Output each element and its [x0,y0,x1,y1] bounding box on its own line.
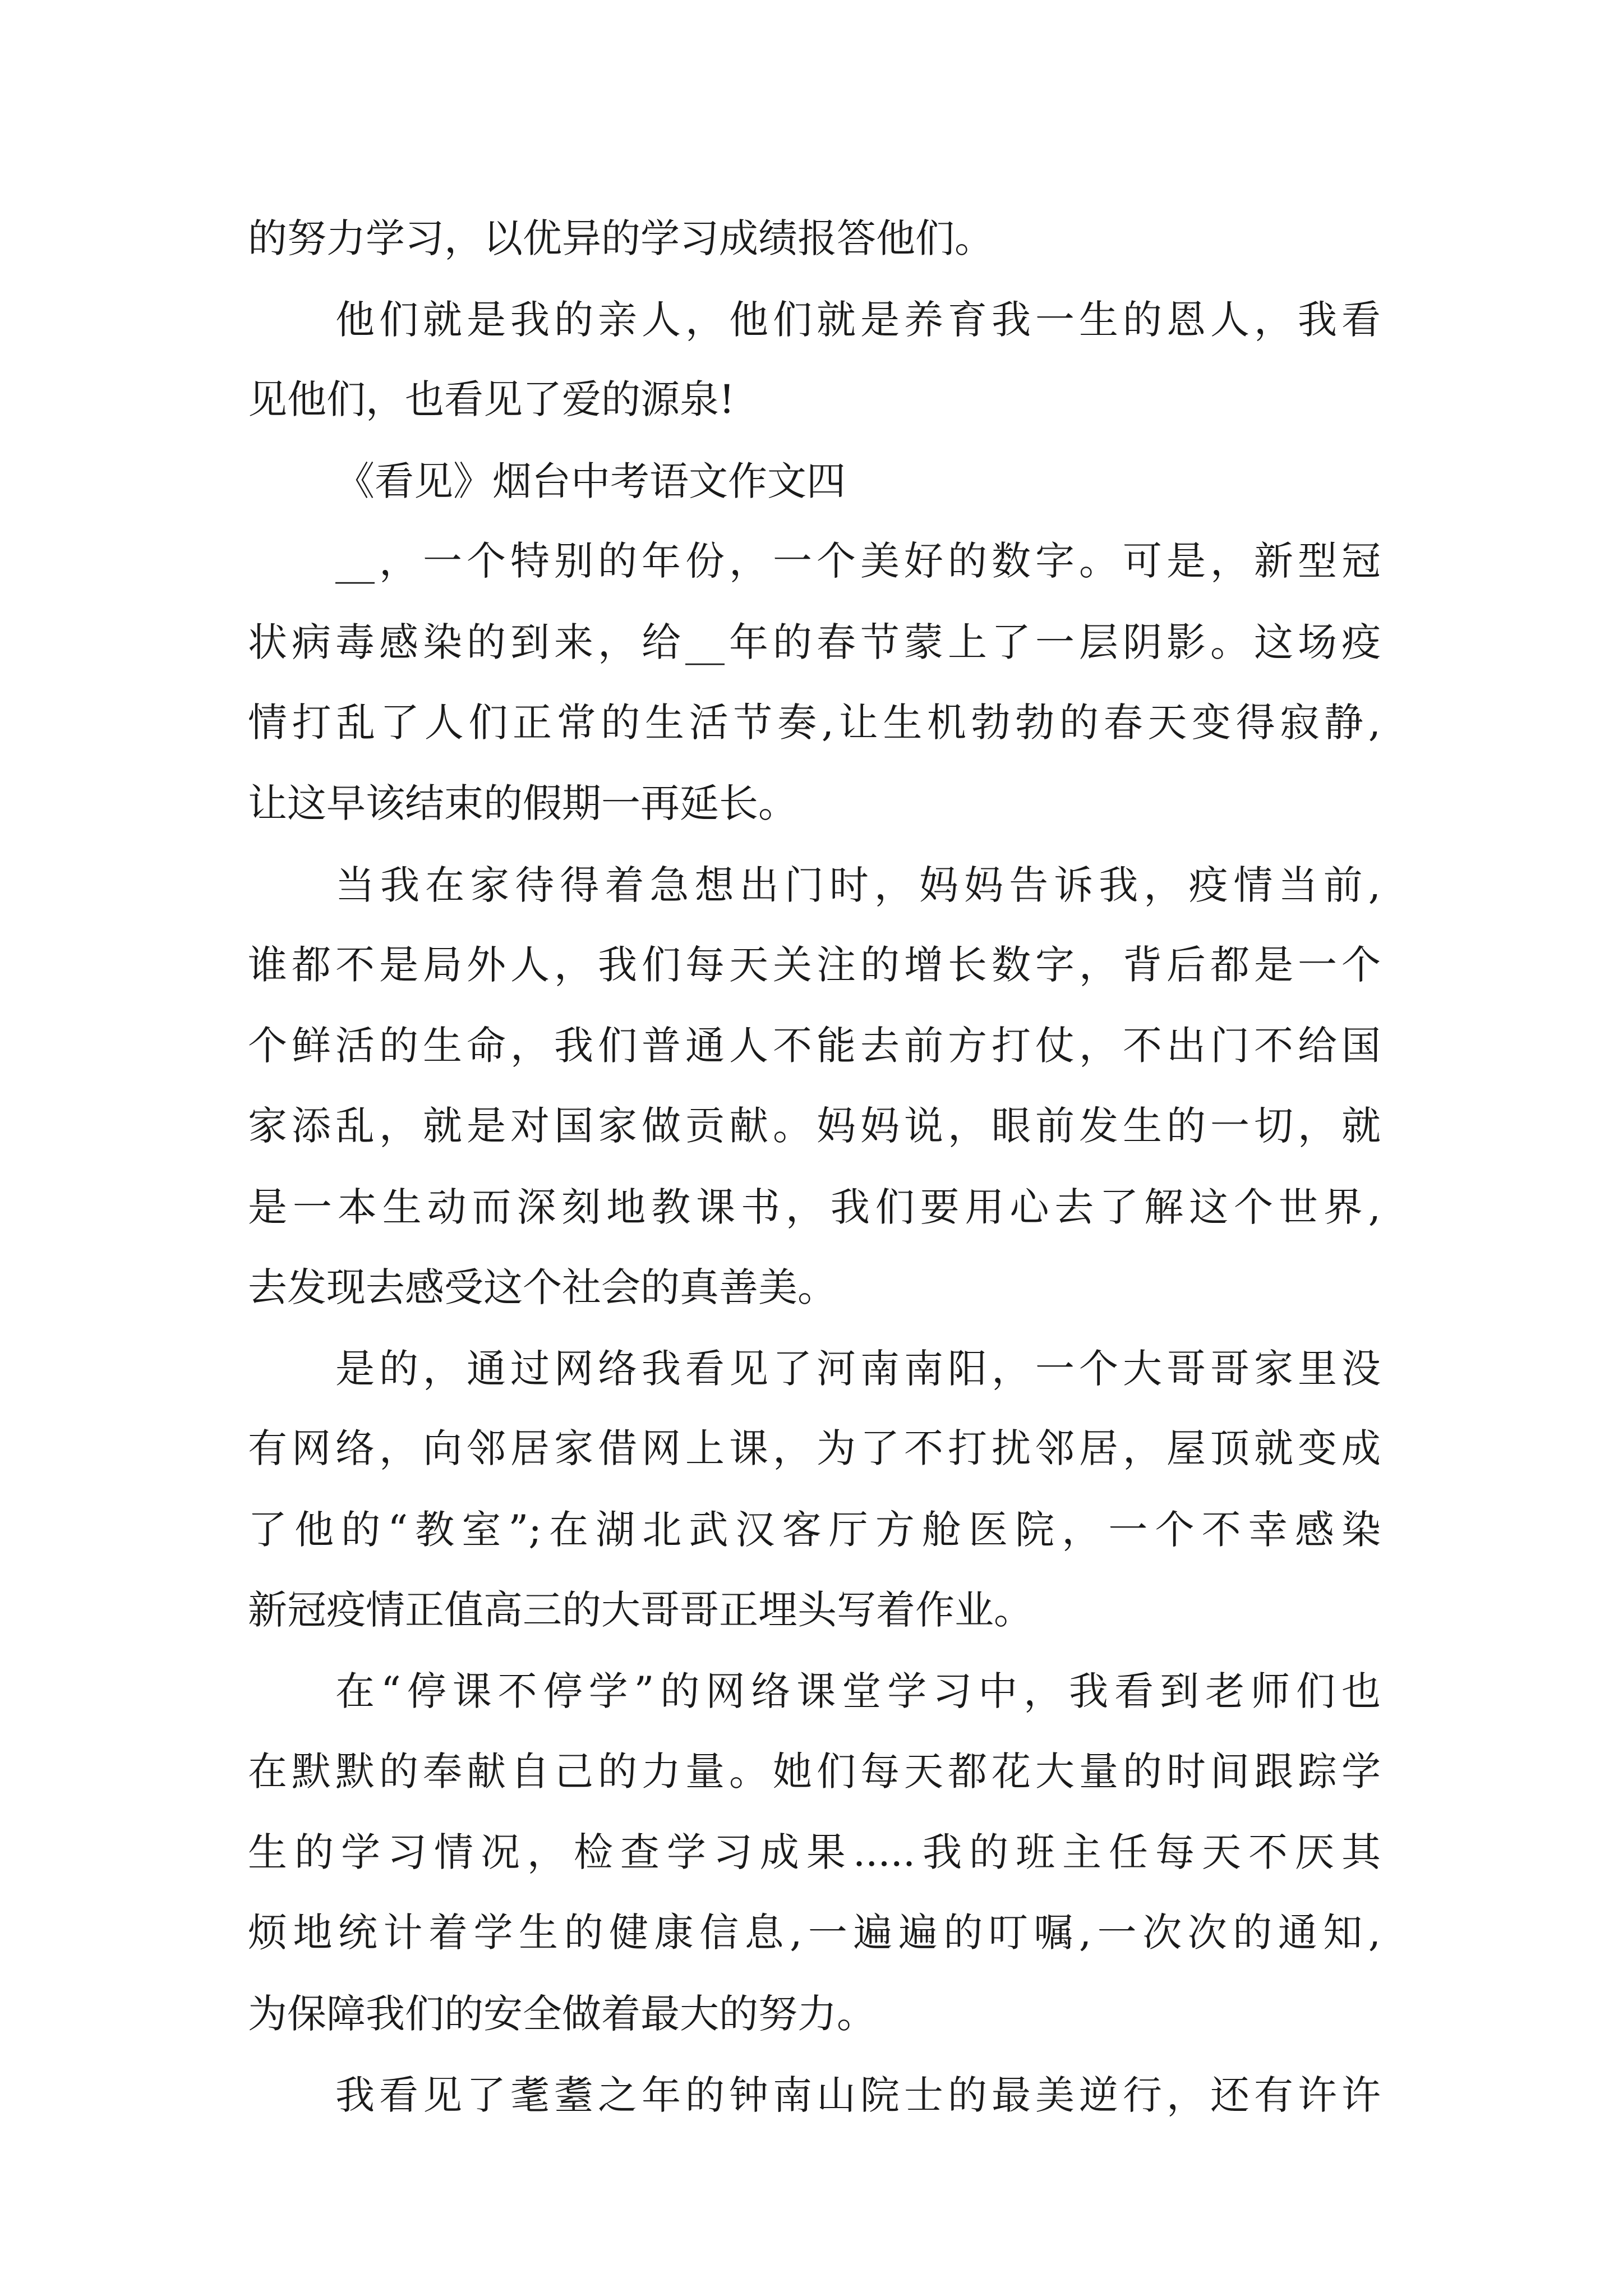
text-line [0,360,1623,439]
text-line-content: 去发现去感受这个社会的真善美。 [248,1264,837,1310]
text-line-content: 当我在家待得着急想出门时，妈妈告诉我，疫情当前, [335,862,1381,908]
text-line [0,1248,1623,1327]
text-line-content: __，一个特别的年份，一个美好的数字。可是，新型冠 [335,538,1381,584]
text-line [0,764,1623,843]
text-line [0,199,1623,278]
text-line [0,2056,1623,2134]
text-line [0,1087,1623,1165]
text-line-content: 为保障我们的安全做着最大的努力。 [248,1991,876,2037]
text-line-content: 情打乱了人们正常的生活节奏,让生机勃勃的春天变得寂静, [248,700,1381,746]
text-line-content: 的努力学习，以优异的学习成绩报答他们。 [248,215,994,261]
text-line-content: 烦地统计着学生的健康信息,一遍遍的叮嘱,一次次的通知, [248,1910,1381,1955]
text-line-content: 在“停课不停学”的网络课堂学习中，我看到老师们也 [335,1668,1381,1714]
text-line [0,1975,1623,2053]
text-line-content: 状病毒感染的到来，给__年的春节蒙上了一层阴影。这场疫 [248,619,1381,665]
text-line [0,1652,1623,1731]
text-line [0,1893,1623,1972]
text-line-content: 他们就是我的亲人，他们就是养育我一生的恩人，我看 [335,297,1381,343]
text-line [0,603,1623,682]
text-line-content: 有网络，向邻居家借网上课，为了不打扰邻居，屋顶就变成 [248,1425,1381,1471]
text-line-content: 见他们，也看见了爱的源泉! [248,376,735,422]
text-line [0,846,1623,924]
text-line-content: 新冠疫情正值高三的大哥哥正埋头写着作业。 [248,1587,1033,1633]
text-line [0,280,1623,359]
text-line [0,1006,1623,1085]
text-line-content: 在默默的奉献自己的力量。她们每天都花大量的时间跟踪学 [248,1749,1381,1795]
text-line-content: 家添乱，就是对国家做贡献。妈妈说，眼前发生的一切，就 [248,1103,1381,1149]
text-line-content: 个鲜活的生命，我们普通人不能去前方打仗，不出门不给国 [248,1023,1381,1069]
text-line-content: 我看见了耄耋之年的钟南山院士的最美逆行，还有许许 [335,2072,1381,2118]
text-line-content: 是一本生动而深刻地教课书，我们要用心去了解这个世界, [248,1184,1381,1230]
text-line [0,522,1623,600]
text-line [0,683,1623,762]
section-heading-text: 《看见》烟台中考语文作文四 [335,458,846,504]
section-heading [0,442,1623,521]
text-line [0,1409,1623,1488]
text-line [0,1490,1623,1569]
text-line [0,1168,1623,1246]
text-line-content: 让这早该结束的假期一再延长。 [248,780,797,826]
text-line [0,1813,1623,1892]
text-line-content: 生的学习情况，检查学习成果.....我的班主任每天不厌其 [248,1829,1381,1875]
text-line-content: 谁都不是局外人，我们每天关注的增长数字，背后都是一个 [248,942,1381,988]
text-line [0,1571,1623,1649]
text-line-content: 了他的“教室”;在湖北武汉客厅方舱医院，一个不幸感染 [248,1507,1381,1553]
text-line-content: 是的，通过网络我看见了河南南阳，一个大哥哥家里没 [335,1346,1381,1392]
text-line [0,1329,1623,1408]
text-line [0,926,1623,1004]
text-line [0,1732,1623,1811]
